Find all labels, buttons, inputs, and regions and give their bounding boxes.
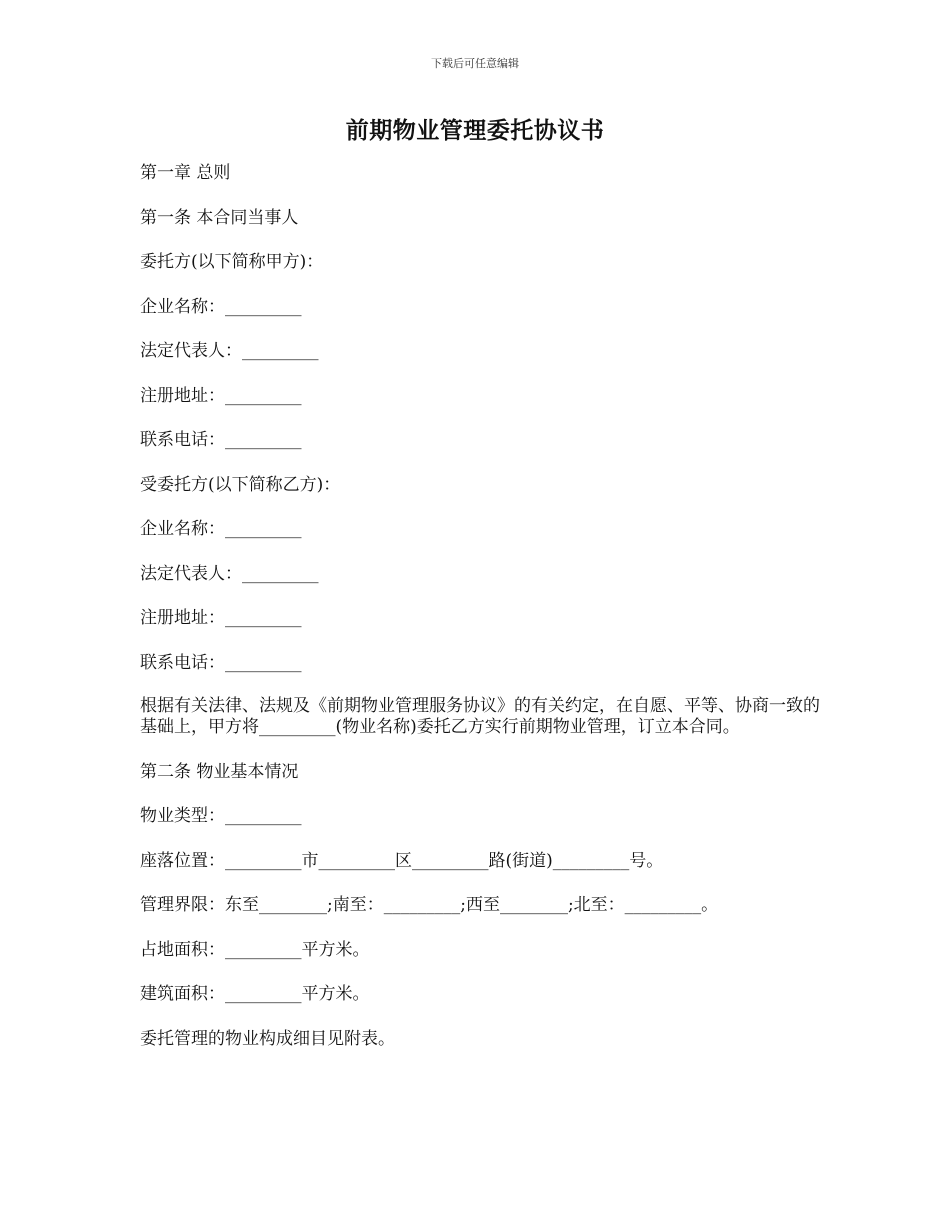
property-location: 座落位置：_________市_________区_________路(街道)_________号。 xyxy=(140,850,664,871)
party-a-company-name: 企业名称：_________ xyxy=(140,296,302,317)
party-b-heading: 受委托方(以下简称乙方)： xyxy=(140,474,341,495)
party-a-legal-rep: 法定代表人：_________ xyxy=(140,341,319,361)
party-a-address: 注册地址：_________ xyxy=(140,385,302,406)
management-boundaries: 管理界限：东至________;南至：_________;西至________;北至：_________。 xyxy=(140,895,719,915)
party-b-phone: 联系电话：_________ xyxy=(140,652,302,673)
party-a-phone: 联系电话：_________ xyxy=(140,430,302,450)
land-area: 占地面积：_________平方米。 xyxy=(140,939,370,960)
party-b-company-name: 企业名称：_________ xyxy=(140,519,302,539)
property-details-note: 委托管理的物业构成细目见附表。 xyxy=(140,1028,395,1049)
chapter-heading: 第一章 总则 xyxy=(140,163,231,183)
party-b-address: 注册地址：_________ xyxy=(140,608,302,628)
page-header-note: 下载后可任意编辑 xyxy=(431,57,519,70)
document-body xyxy=(140,162,820,1072)
building-area: 建筑面积：_________平方米。 xyxy=(140,984,370,1004)
property-type: 物业类型：_________ xyxy=(140,806,302,826)
party-b-legal-rep: 法定代表人：_________ xyxy=(140,563,319,584)
article-heading: 第一条 本合同当事人 xyxy=(140,207,299,228)
party-a-heading: 委托方(以下简称甲方)： xyxy=(140,252,324,272)
document-title: 前期物业管理委托协议书 xyxy=(345,117,605,144)
agreement-paragraph: 根据有关法律、法规及《前期物业管理服务协议》的有关约定，在自愿、平等、协商一致的基础上，甲方将_________(物业名称)委托乙方实行前期物业管理，订立本合同。 xyxy=(140,696,820,737)
article-two-heading: 第二条 物业基本情况 xyxy=(140,761,299,782)
